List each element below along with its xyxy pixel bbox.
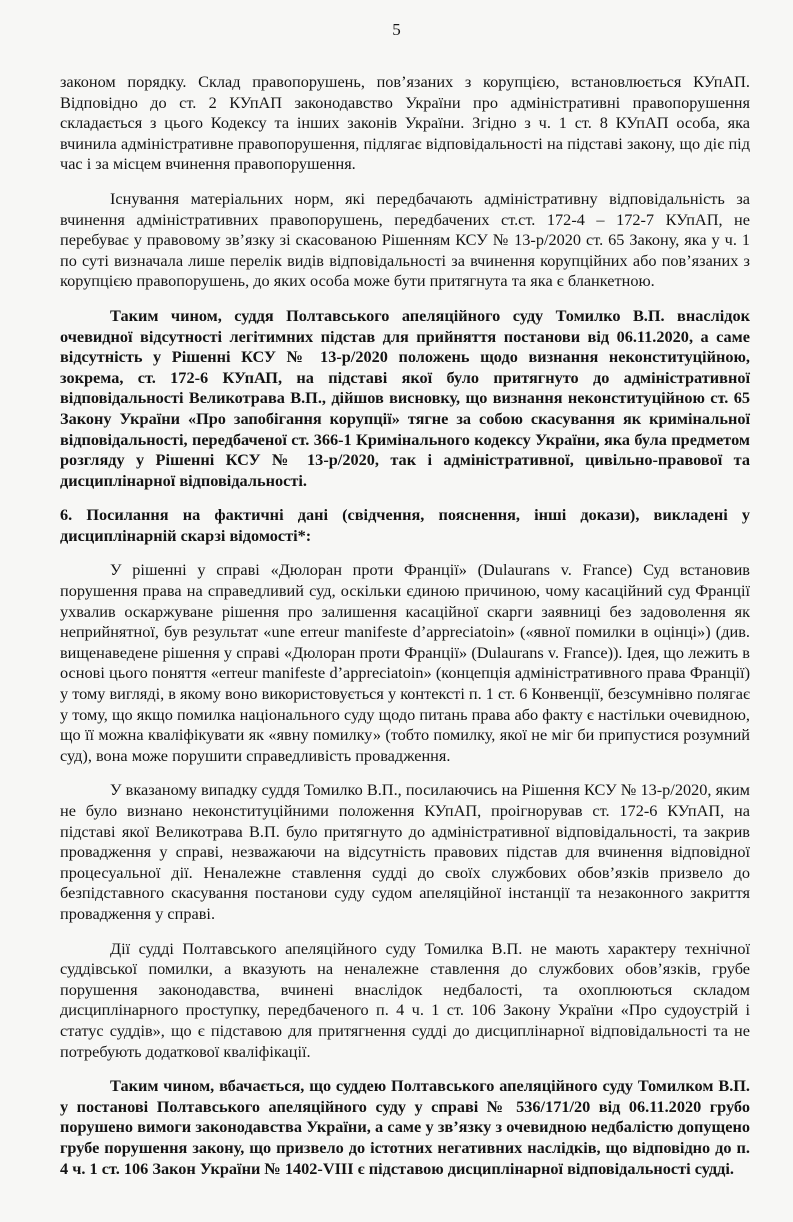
page-number: 5 bbox=[392, 20, 401, 39]
paragraph-4: У рішенні у справі «Дюлоран проти Франції» (Dulaurans v. France) Суд встановив порушення права на справедливий суд, оскільки єдиною причиною, чому касаційний суд Франції ухвалив оскаржуване рішення про залишення касаційної скарги заявниці без задоволення як неприйнятної, був результат «une erreur manifeste d’appreciatoin» («явної помилки в оцінці») (див. вищенаведене рішення у справі «Дюлоран проти Франції» (Dulaurans v. France)). Ідея, що лежить в основі цього поняття «erreur manifeste d’appreciatoin» (концепція адміністративного права Франції) у тому вигляді, в якому воно використовується у контексті п. 1 ст. 6 Конвенції, безсумнівно полягає у тому, що якщо помилка національного суду щодо питань права або факту є настільки очевидною, що її можна кваліфікувати як «явну помилку» (тобто помилку, якої не міг би припустися розумний суд), вона може порушити справедливість провадження. bbox=[60, 560, 750, 765]
paragraph-5: У вказаному випадку суддя Томилко В.П., посилаючись на Рішення КСУ № 13-р/2020, яким не було визнано неконституційними положення КУпАП, проігнорував ст. 172-6 КУпАП, на підставі якої Великотрава В.П. було притягнуто до адміністративної відповідальності, та закрив провадження у справі, незважаючи на відсутність правових підстав для вчинення відповідної процесуальної дії. Неналежне ставлення судді до своїх службових обов’язків призвело до безпідставного скасування постанови суду судом апеляційної інстанції та незаконного закриття провадження у справі. bbox=[60, 780, 750, 923]
paragraph-6: Дії судді Полтавського апеляційного суду Томилка В.П. не мають характеру технічної суддівської помилки, а вказують на неналежне ставлення до службових обов’язків, грубе порушення законодавства, вчинені внаслідок недбалості, та охоплюються складом дисциплінарного проступку, передбаченого п. 4 ч. 1 ст. 106 Закону України «Про судоустрій і статус суддів», що є підставою для притягнення судді до дисциплінарної відповідальності та не потребують додаткової кваліфікації. bbox=[60, 938, 750, 1061]
paragraph-1: законом порядку. Склад правопорушень, пов’язаних з корупцією, встановлюється КУпАП. Відповідно до ст. 2 КУпАП законодавство України про адміністративні правопорушення складається з цього Кодексу та інших законів України. Згідно з ч. 1 ст. 8 КУпАП особа, яка вчинила адміністративне правопорушення, підлягає відповідальності на підставі закону, що діє під час і за місцем вчинення правопорушення. bbox=[60, 72, 750, 174]
section-6-heading: 6. Посилання на фактичні дані (свідчення, пояснення, інші докази), викладені у дисциплінарній скарзі відомості*: bbox=[60, 505, 750, 545]
paragraph-3-conclusion: Таким чином, суддя Полтавського апеляційного суду Томилко В.П. внаслідок очевидної відсутності легітимних підстав для прийняття постанови від 06.11.2020, а саме відсутність у Рішенні КСУ № 13-р/2020 положень щодо визнання неконституційною, зокрема, ст. 172-6 КУпАП, на підставі якої було притягнуто до адміністративної відповідальності Великотрава В.П., дійшов висновку, що визнання неконституційною ст. 65 Закону України «Про запобігання корупції» тягне за собою скасування як кримінальної відповідальності, передбаченої ст. 366-1 Кримінального кодексу України, яка була предметом розгляду у Рішенні КСУ № 13-р/2020, так і адміністративної, цивільно-правової та дисциплінарної відповідальності. bbox=[60, 305, 750, 490]
document-body bbox=[60, 72, 750, 1179]
paragraph-7-conclusion: Таким чином, вбачається, що суддею Полтавського апеляційного суду Томилком В.П. у постанові Полтавського апеляційного суду у справі № 536/171/20 від 06.11.2020 грубо порушено вимоги законодавства України, а саме у зв’язку з очевидною недбалістю допущено грубе порушення закону, що призвело до істотних негативних наслідків, що відповідно до п. 4 ч. 1 ст. 106 Закон України № 1402-VIII є підставою дисциплінарної відповідальності судді. bbox=[60, 1076, 750, 1178]
paragraph-2: Існування матеріальних норм, які передбачають адміністративну відповідальність за вчинення адміністративних правопорушень, передбачених ст.ст. 172-4 – 172-7 КУпАП, не перебуває у правовому зв’язку зі скасованою Рішенням КСУ № 13-р/2020 ст. 65 Закону, яка у ч. 1 по суті визначала лише перелік видів відповідальності за вчинення корупційних або пов’язаних з корупцією правопорушень, до яких особа може бути притягнута та яка є бланкетною. bbox=[60, 188, 750, 291]
